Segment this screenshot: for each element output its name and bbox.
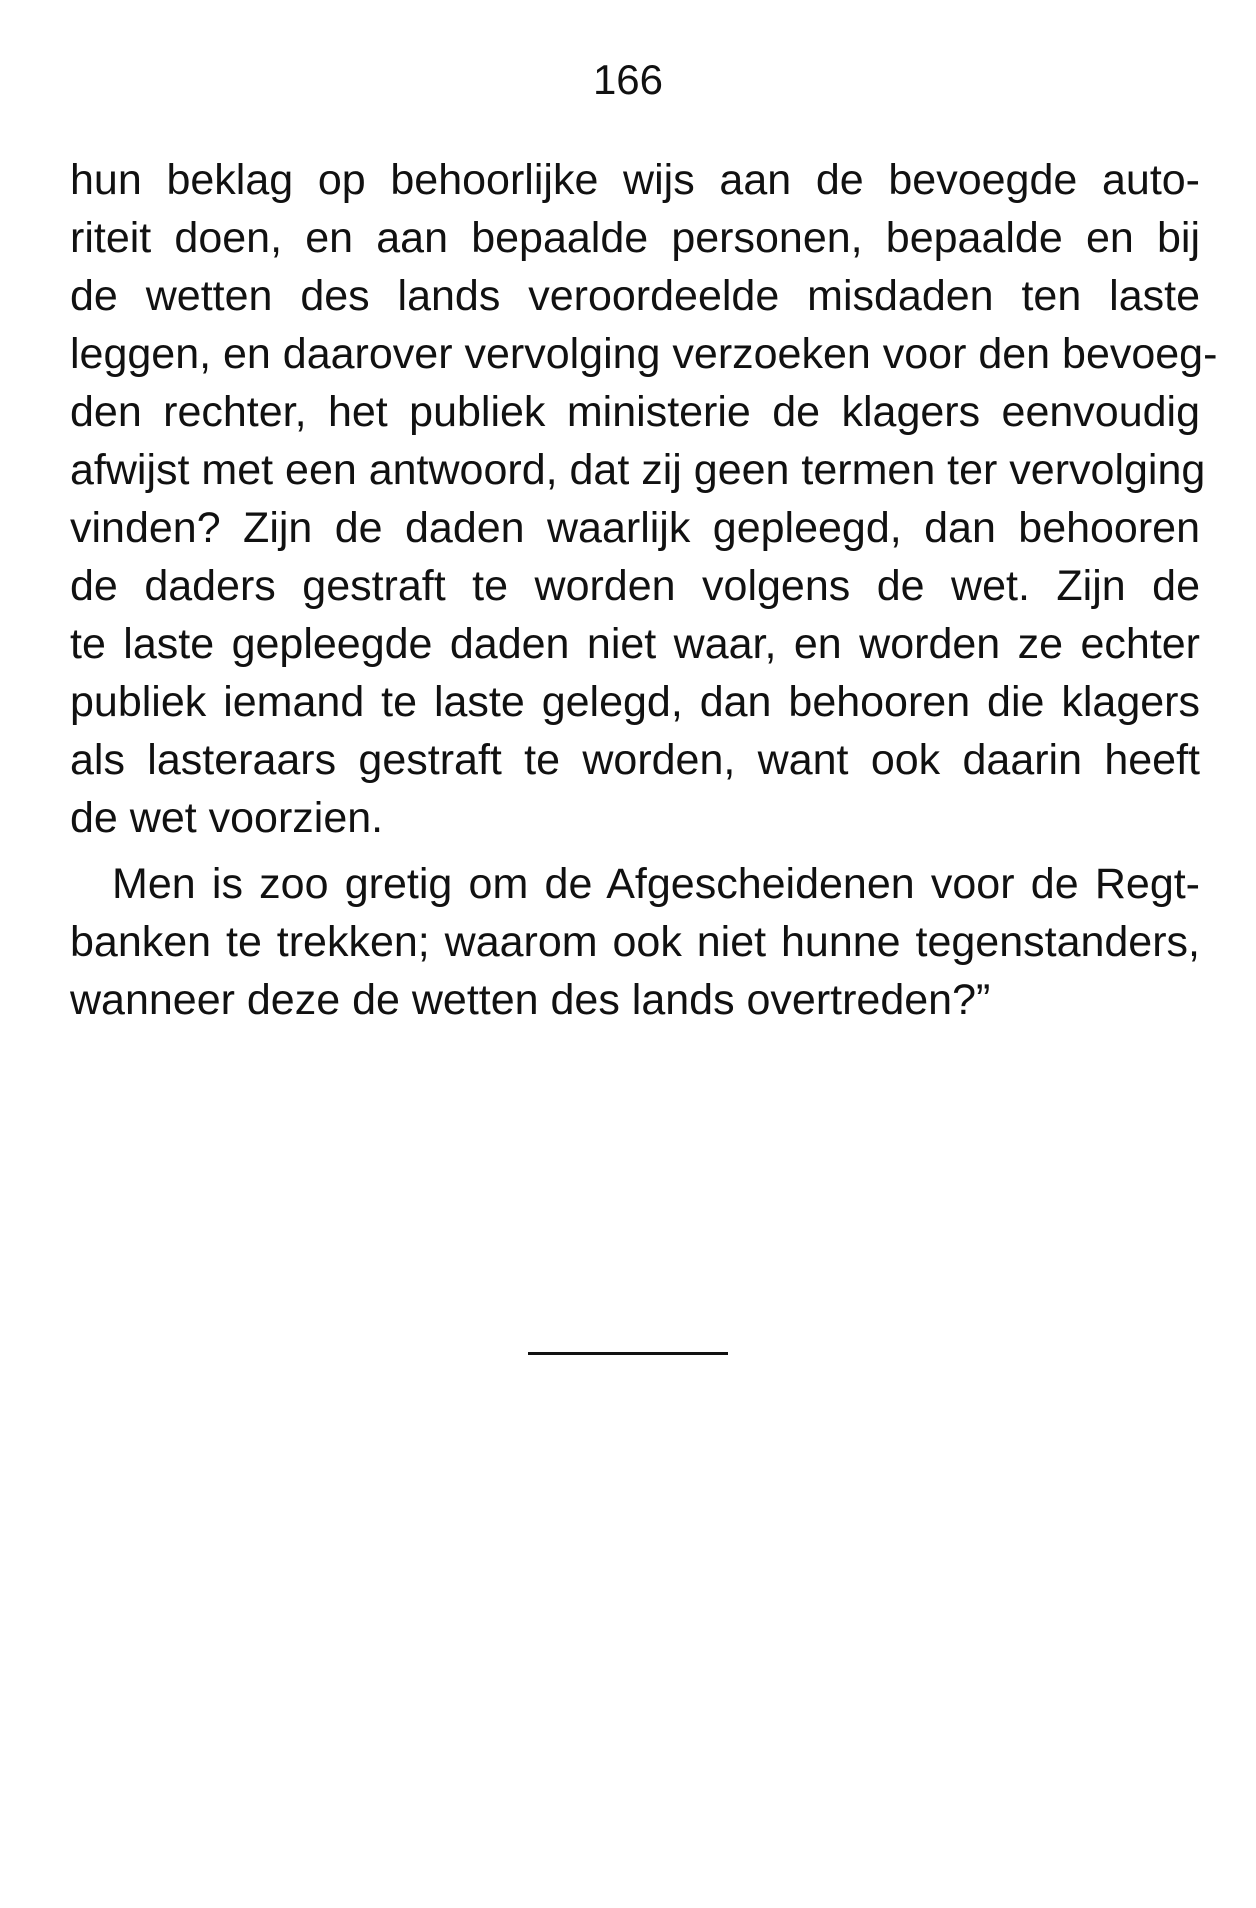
text-line: de wetten des lands veroordeelde misdaden ten laste — [70, 272, 1200, 320]
text-line: leggen, en daarover vervolging verzoeken voor den bevoeg- — [70, 330, 1218, 378]
section-divider-rule — [528, 1352, 728, 1355]
text-line: riteit doen, en aan bepaalde personen, bepaalde en bij — [70, 214, 1200, 262]
text-line: vinden? Zijn de daden waarlijk gepleegd, dan behooren — [70, 504, 1200, 552]
text-line: de daders gestraft te worden volgens de wet. Zijn de — [70, 562, 1200, 610]
text-line: als lasteraars gestraft te worden, want ook daarin heeft — [70, 736, 1200, 784]
text-line: te laste gepleegde daden niet waar, en worden ze echter — [70, 620, 1200, 668]
text-line: banken te trekken; waarom ook niet hunne tegenstanders, — [70, 918, 1200, 966]
text-line: publiek iemand te laste gelegd, dan behooren die klagers — [70, 678, 1200, 726]
body-text — [70, 151, 1218, 1029]
text-line: den rechter, het publiek ministerie de klagers eenvoudig — [70, 388, 1200, 436]
text-line: afwijst met een antwoord, dat zij geen termen ter vervolging — [70, 446, 1206, 494]
text-line: wanneer deze de wetten des lands overtreden?” — [70, 976, 991, 1024]
text-line: Men is zoo gretig om de Afgescheidenen voor de Regt- — [112, 860, 1200, 908]
text-line: hun beklag op behoorlijke wijs aan de bevoegde auto- — [70, 156, 1200, 204]
paragraph — [70, 855, 1200, 1029]
page-number: 166 — [592, 56, 664, 103]
paragraph — [70, 151, 1218, 847]
text-line: de wet voorzien. — [70, 794, 384, 842]
